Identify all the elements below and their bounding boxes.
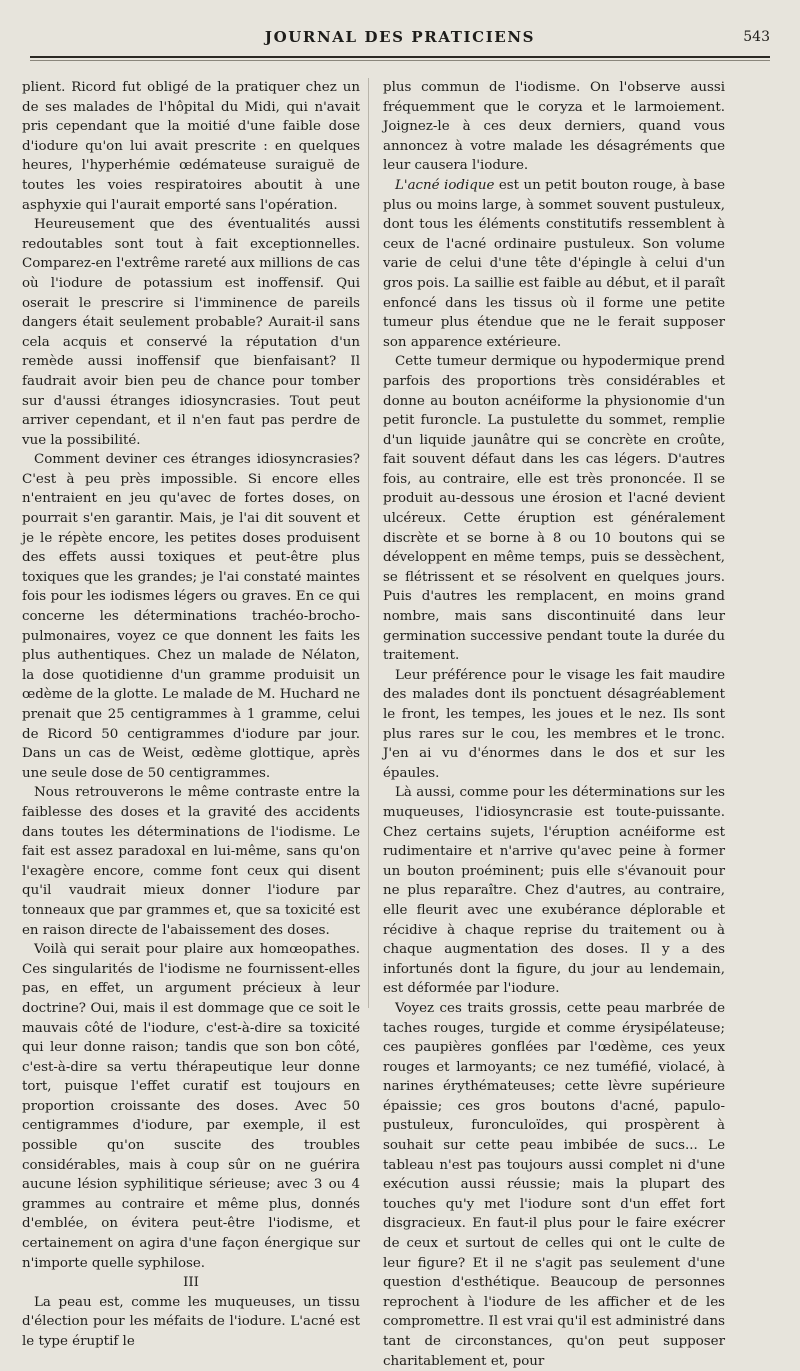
paragraph: Nous retrouverons le même contraste entre la faiblesse des doses et la gravité des accidents dans toutes les déterminations de l'iodisme. Le fait est assez paradoxal en lui-même, sans qu'on l'exagère encore, comme font ceux qui disent qu'il vaudrait mieux donner l'iodure par tonneaux que par grammes et, que sa toxicité est en raison directe de l'abaissement des doses. (22, 785, 360, 938)
paragraph-text: est un petit bouton rouge, à base plus ou moins large, à sommet souvent pustuleux, dont tous les éléments constitutifs ressemblent à ceux de l'acné ordinaire pustuleux. Son volume varie de celui d'une tête d'épingle à celui d'un gros pois. La saillie est faible au début, et il paraît enfoncé dans les tissus où il forme une petite tumeur plus étendue que ne le ferait supposer son apparence extérieure. (383, 177, 725, 350)
header-rule (30, 56, 770, 58)
italic-term: L'acné iodique (395, 177, 495, 193)
paragraph: Voilà qui serait pour plaire aux homœopathes. Ces singularités de l'iodisme ne fournissent-elles pas, en effet, un argument précieux à leur doctrine? Oui, mais il est dommage que ce soit le mauvais côté de l'iodure, c'est-à-dire sa toxicité qui leur donne raison; tandis que son bon côté, c'est-à-dire sa vertu thérapeutique leur donne tort, puisque l'effet curatif est toujours en proportion croissante des doses. Avec 50 centigrammes d'iodure, par exemple, il est possible qu'on suscite des troubles considérables, mais à coup sûr on ne guérira aucune lésion syphilitique sérieuse; avec 3 ou 4 grammes au contraire et même plus, donnés d'emblée, on évitera peut-être l'iodisme, et certainement on agira d'une façon énergique sur n'importe quelle syphilose. (22, 942, 360, 1271)
paragraph: Cette tumeur dermique ou hypodermique prend parfois des proportions très considérables et donne au bouton acnéiforme la physionomie d'un petit furoncle. La pustulette du sommet, remplie d'un liquide jaunâtre qui se concrète en croûte, fait souvent défaut dans les cas légers. D'autres fois, au contraire, elle est très prononcée. Il se produit au-dessous une érosion et l'acné devient ulcéreux. Cette éruption est généralement discrète et se borne à 8 ou 10 boutons qui se développent en même temps, puis se dessèchent, se flétrissent et se résolvent en quelques jours. Puis d'autres les remplacent, en moins grand nombre, mais sans discontinuité dans leur germination successive pendant toute la durée du traitement. (383, 354, 725, 664)
paragraph: Voyez ces traits grossis, cette peau marbrée de taches rouges, turgide et comme érysipélateuse; ces paupières gonflées par l'œdème, ces yeux rouges et larmoyants; ce nez tuméfié, violacé, à narines érythémateuses; cette lèvre supérieure épaissie; ces gros boutons d'acné, papulo-pustuleux, furonculoïdes, qui prospèrent à souhait sur cette peau imbibée de sucs... Le tableau n'est pas toujours aussi complet ni d'une exécution aussi réussie; mais la plupart des touches qu'y met l'iodure sont d'un effet fort disgracieux. En faut-il plus pour le faire exécrer de ceux et surtout de celles qui ont le culte de leur figure? Et il ne s'agit pas seulement d'une question d'esthétique. Beaucoup de personnes reprochent à l'iodure de les afficher et de les compromettre. Il est vrai qu'il est administré dans tant de circonstances, qu'on peut supposer charitablement et, pour (383, 1000, 725, 1369)
paragraph: Heureusement que des éventualités aussi redoutables sont tout à fait exceptionnelles. Comparez-en l'extrême rareté aux millions de cas où l'iodure de potassium est inoffensif. Qui oserait le prescrire si l'imminence de pareils dangers était seulement probable? Aurait-il sans cela acquis et conservé la réputation d'un remède aussi inoffensif que bienfaisant? Il faudrait avoir bien peu de chance pour tomber sur d'aussi étranges idiosyncrasies. Tout peut arriver cependant, et il n'en faut pas perdre de vue la possibilité. (22, 217, 360, 448)
page-number: 543 (743, 29, 770, 45)
paragraph: plient. Ricord fut obligé de la pratiquer chez un de ses malades de l'hôpital du Midi, qui n'avait pris cependant que la moitié d'une faible dose d'iodure qu'on lui avait prescrite : en quelques heures, l'hyperhémie œdémateuse suraiguë de toutes les voies respiratoires aboutit à une asphyxie qui l'aurait emporté sans l'opération. (22, 80, 360, 213)
header-rule-thin (30, 60, 770, 61)
right-column (383, 78, 725, 1371)
left-column (22, 78, 360, 1352)
paragraph: plus commun de l'iodisme. On l'observe aussi fréquemment que le coryza et le larmoiement. Joignez-le à ces deux derniers, quand vous annoncez à votre malade les désagréments que leur causera l'iodure. (383, 80, 725, 174)
section-heading: III (183, 1275, 199, 1291)
journal-title: JOURNAL DES PRATICIENS (264, 28, 536, 46)
paragraph: Là aussi, comme pour les déterminations sur les muqueuses, l'idiosyncrasie est toute-puissante. Chez certains sujets, l'éruption acnéiforme est rudimentaire et n'arrive qu'avec peine à former un bouton proéminent; puis elle s'évanouit pour ne plus reparaître. Chez d'autres, au contraire, elle fleurit avec une exubérance déplorable et récidive à chaque reprise du traitement ou à chaque augmentation des doses. Il y a des infortunés dont la figure, du jour au lendemain, est déformée par l'iodure. (383, 785, 725, 997)
paragraph (383, 176, 725, 352)
running-header (30, 28, 770, 52)
paragraph: La peau est, comme les muqueuses, un tissu d'élection pour les méfaits de l'iodure. L'acné est le type éruptif le (22, 1294, 360, 1349)
column-divider (368, 78, 369, 1008)
paragraph: Leur préférence pour le visage les fait maudire des malades dont ils ponctuent désagréablement le front, les tempes, les joues et le nez. Ils sont plus rares sur le cou, les membres et le tronc. J'en ai vu d'énormes dans le dos et sur les épaules. (383, 667, 725, 781)
paragraph: Comment deviner ces étranges idiosyncrasies? C'est à peu près impossible. Si encore elles n'entraient en jeu qu'avec de fortes doses, on pourrait s'en garantir. Mais, je l'ai dit souvent et je le répète encore, les petites doses produisent des effets aussi toxiques et peut-être plus toxiques que les grandes; je l'ai constaté maintes fois pour les iodismes légers ou graves. En ce qui concerne les déterminations trachéo-brocho-pulmonaires, voyez ce que donnent les faits les plus authentiques. Chez un malade de Nélaton, la dose quotidienne d'un gramme produisit un œdème de la glotte. Le malade de M. Huchard ne prenait que 25 centigrammes à 1 gramme, celui de Ricord 50 centigrammes d'iodure par jour. Dans un cas de Weist, œdème glottique, après une seule dose de 50 centigrammes. (22, 452, 360, 781)
